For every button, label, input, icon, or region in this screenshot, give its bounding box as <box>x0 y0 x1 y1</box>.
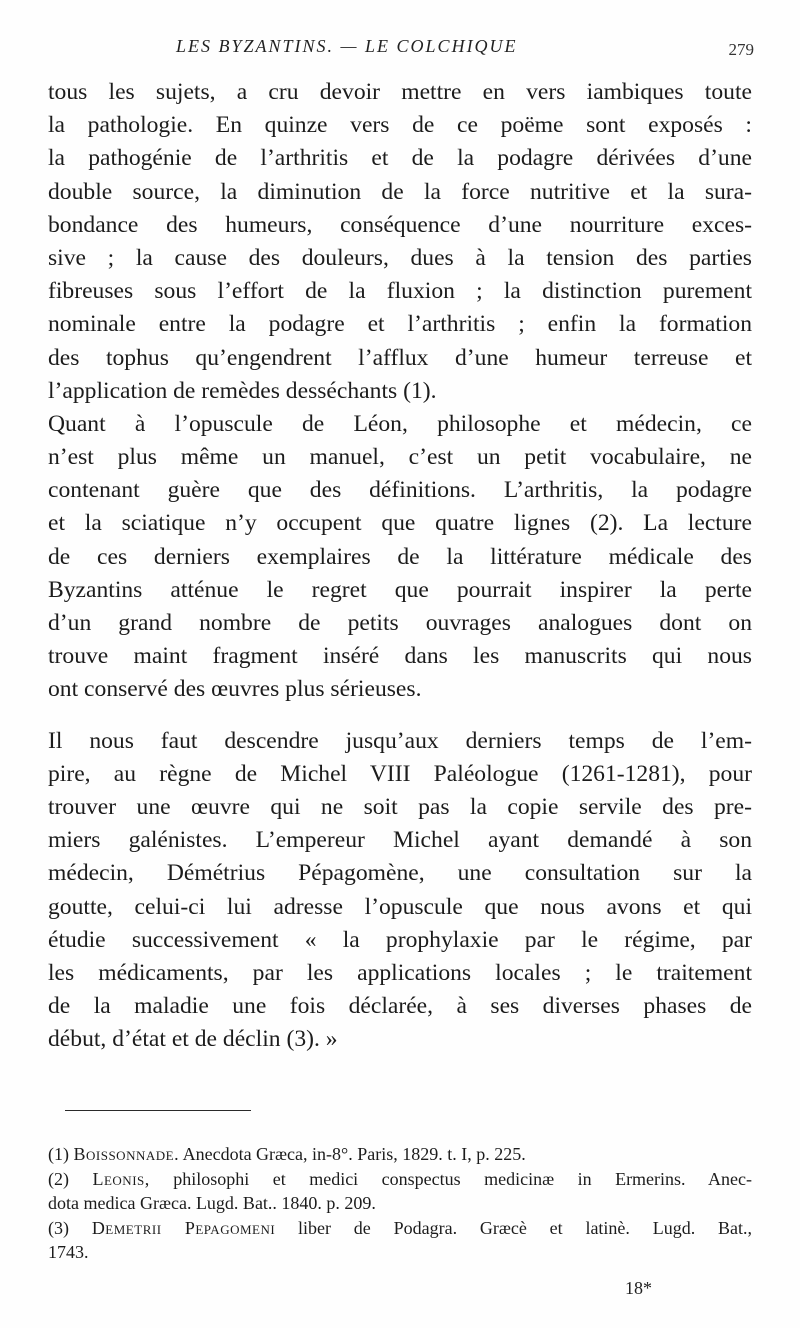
text-line: sive ; la cause des douleurs, dues à la tension des parties <box>48 244 752 271</box>
text-line: goutte, celui-ci lui adresse l’opuscule que nous avons et qui <box>48 893 752 920</box>
text-line: d’un grand nombre de petits ouvrages analogues dont on <box>48 610 752 636</box>
text-line: médecin, Démétrius Pépagomène, une consultation sur la <box>48 860 752 887</box>
text-line: Quant à l’opuscule de Léon, philosophe et médecin, ce <box>48 410 752 437</box>
text-line: trouver une œuvre qui ne soit pas la copie servile des pre- <box>48 793 752 820</box>
text-line: étudie successivement « la prophylaxie par le régime, par <box>48 926 752 953</box>
text-line: Il nous faut descendre jusqu’aux derniers temps de l’em- <box>48 727 752 754</box>
running-title: LES BYZANTINS. — LE COLCHIQUE <box>176 36 518 56</box>
footnote-author: Demetrii Pepagomeni <box>91 1217 276 1238</box>
footnote-3-continued: 1743. <box>48 1242 89 1262</box>
text-line: contenant guère que des définitions. L’arthritis, la podagre <box>48 477 752 504</box>
text-line: ont conservé des œuvres plus sérieuses. <box>48 676 422 703</box>
text-line: début, d’état et de déclin (3). » <box>48 1026 338 1053</box>
text-line: de la maladie une fois déclarée, à ses diverses phases de <box>48 993 752 1020</box>
running-head <box>48 36 754 60</box>
text-line: tous les sujets, a cru devoir mettre en vers iambiques toute <box>48 79 752 105</box>
text-line: bondance des humeurs, conséquence d’une nourriture exces- <box>48 211 752 238</box>
text-line: Byzantins atténue le regret que pourrait inspirer la perte <box>48 576 752 603</box>
footnote-text: liber de Podagra. Græcè et latinè. Lugd. Bat., <box>298 1217 753 1238</box>
body-text <box>48 76 752 1056</box>
footnote-author: Boissonnade. <box>73 1144 180 1164</box>
text-line: les médicaments, par les applications locales ; le traitement <box>48 959 752 986</box>
footnote-marker: (1) <box>48 1144 69 1164</box>
text-line: n’est plus même un manuel, c’est un petit vocabulaire, ne <box>48 444 752 471</box>
text-line: trouve maint fragment inséré dans les manuscrits qui nous <box>48 643 752 670</box>
text-line: fibreuses sous l’effort de la fluxion ; la distinction purement <box>48 278 752 305</box>
page-number: 279 <box>728 40 754 59</box>
signature-mark: 18* <box>625 1278 652 1298</box>
footnote-marker: (3) <box>48 1217 69 1238</box>
footnote-3 <box>48 1216 752 1241</box>
text-line: des tophus qu’engendrent l’afflux d’une humeur terreuse et <box>48 344 752 371</box>
footnote-1 <box>48 1142 752 1167</box>
text-line: pire, au règne de Michel VIII Paléologue (1261-1281), pour <box>48 760 752 787</box>
footnote-marker: (2) <box>48 1168 69 1189</box>
footnote-text: Anecdota Græca, in-8°. Paris, 1829. t. I, p. 225. <box>182 1144 526 1164</box>
text-line: la pathogénie de l’arthritis et de la podagre dérivées d’une <box>48 145 752 172</box>
footnote-author: Leonis, <box>92 1168 150 1189</box>
paragraph-2 <box>48 408 752 707</box>
footnote-2-continued: dota medica Græca. Lugd. Bat.. 1840. p. 209. <box>48 1193 376 1213</box>
text-line: double source, la diminution de la force nutritive et la sura- <box>48 178 752 205</box>
footnote-2 <box>48 1167 752 1192</box>
text-line: et la sciatique n’y occupent que quatre lignes (2). La lecture <box>48 510 752 537</box>
footnotes <box>48 1142 752 1265</box>
paragraph-1 <box>48 76 752 408</box>
paragraph-gap <box>48 707 752 725</box>
paragraph-3 <box>48 725 752 1057</box>
text-line: la pathologie. En quinze vers de ce poëme sont exposés : <box>48 112 752 139</box>
text-line: l’application de remèdes desséchants (1). <box>48 377 437 404</box>
text-line: miers galénistes. L’empereur Michel ayant demandé à son <box>48 827 752 854</box>
text-line: nominale entre la podagre et l’arthritis ; enfin la formation <box>48 311 752 338</box>
footnote-text: philosophi et medici conspectus medicinæ in Ermerins. Anec- <box>173 1168 753 1189</box>
text-line: de ces derniers exemplaires de la littérature médicale des <box>48 543 752 570</box>
footnote-rule <box>65 1110 251 1111</box>
